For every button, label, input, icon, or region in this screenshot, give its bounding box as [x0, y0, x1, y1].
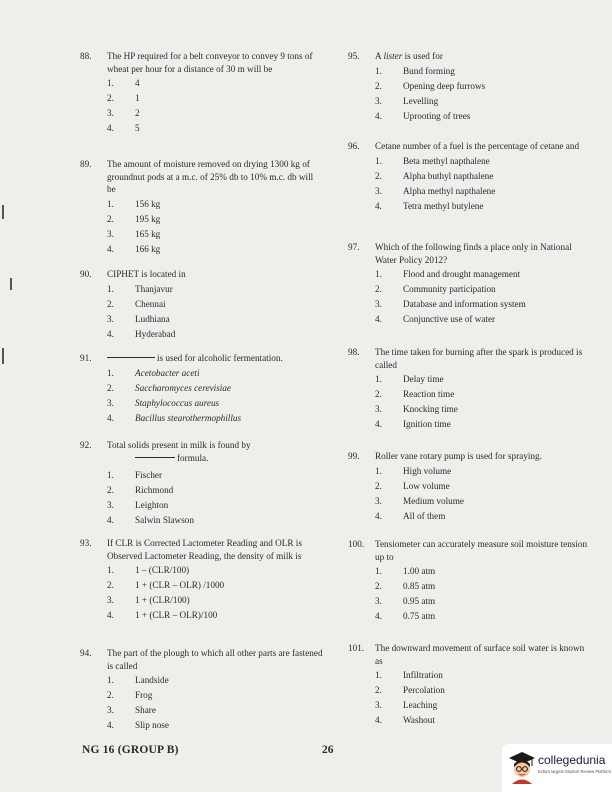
- question-number: 89.: [80, 159, 92, 169]
- option-1: 1. Beta methyl napthalene: [375, 155, 490, 166]
- blank-line: [135, 457, 175, 458]
- option-4: 4. 0.75 atm: [375, 611, 436, 622]
- question-number: 94.: [80, 648, 92, 658]
- option-list: [107, 283, 324, 343]
- question-94: [80, 647, 324, 734]
- option-list: [107, 198, 324, 258]
- option-4: 4. Hyderabad: [107, 328, 176, 339]
- question-text: CIPHET is located in: [107, 269, 186, 279]
- option-list: [107, 564, 324, 624]
- option-1: 1. 4: [107, 78, 140, 89]
- option-2: 2. 195 kg: [107, 213, 161, 224]
- question-101: [348, 642, 592, 729]
- option-list: [375, 669, 592, 729]
- option-4: 4. Conjunctive use of water: [375, 314, 496, 325]
- option-1: 1. Landside: [107, 675, 169, 686]
- option-3: 3. Levelling: [375, 95, 439, 106]
- question-92: [80, 439, 324, 529]
- question-88: [80, 50, 324, 137]
- question-text: The HP required for a belt conveyor to convey 9 tons of wheat per hour for a distance of 30 m will be: [107, 51, 313, 74]
- option-2: 2. 0.85 atm: [375, 581, 436, 592]
- option-1: 1. Acetobacter aceti: [107, 367, 200, 378]
- question-100: [348, 538, 592, 625]
- option-3: 3. Share: [107, 705, 156, 716]
- question-number: 90.: [80, 269, 92, 279]
- question-95: [348, 50, 592, 125]
- option-4: 4. 1 + (CLR – OLR)/100: [107, 610, 218, 621]
- option-2: 2. 1: [107, 93, 140, 104]
- question-text: Which of the following finds a place only in National Water Policy 2012?: [375, 242, 572, 265]
- option-list: [107, 77, 324, 137]
- question-text: The amount of moisture removed on drying 1300 kg of groundnut pods at a m.c. of 25% db to 10% m.c. db will be: [107, 159, 314, 195]
- option-3: 3. Database and information system: [375, 299, 526, 310]
- option-list: [107, 674, 324, 734]
- option-2: 2. Low volume: [375, 480, 450, 491]
- option-4: 4. Ignition time: [375, 419, 451, 430]
- option-3: 3. 165 kg: [107, 228, 161, 239]
- question-text: Roller vane rotary pump is used for spraying.: [375, 451, 542, 461]
- question-number: 91.: [80, 353, 92, 363]
- question-text: The downward movement of surface soil water is known as: [375, 643, 585, 666]
- scan-mark: [2, 348, 4, 364]
- question-90: [80, 268, 324, 343]
- question-text: If CLR is Corrected Lactometer Reading and OLR is Observed Lactometer Reading, the density of milk is: [107, 538, 302, 561]
- option-3: 3. Staphylococcus aureus: [107, 397, 220, 408]
- option-1: 1. 1.00 atm: [375, 566, 436, 577]
- question-number: 88.: [80, 51, 92, 61]
- paper-code: NG 16 (GROUP B): [82, 744, 179, 756]
- option-3: 3. 2: [107, 108, 140, 119]
- option-3: 3. Leighton: [107, 500, 169, 511]
- option-list: [375, 155, 592, 215]
- question-number: 93.: [80, 538, 92, 548]
- option-3: 3. 1 + (CLR/100): [107, 595, 190, 606]
- question-text: Cetane number of a fuel is the percentage of cetane and: [375, 141, 580, 151]
- option-3: 3. Alpha methyl napthalene: [375, 185, 496, 196]
- option-3: 3. Knocking time: [375, 404, 458, 415]
- question-number: 99.: [348, 451, 360, 461]
- option-2: 2. 1 + (CLR – OLR) /1000: [107, 580, 225, 591]
- option-list: [107, 469, 324, 529]
- scan-mark: [10, 278, 12, 290]
- option-1: 1. Infiltration: [375, 670, 443, 681]
- question-text: The time taken for burning after the spark is produced is called: [375, 347, 583, 370]
- brand-name: collegedunia: [538, 753, 606, 767]
- option-1: 1. 156 kg: [107, 198, 161, 209]
- option-4: 4. Slip nose: [107, 720, 169, 731]
- option-4: 4. Salwin Slawson: [107, 515, 194, 526]
- option-3: 3. Ludhiana: [107, 313, 170, 324]
- question-text: The part of the plough to which all other parts are fastened is called: [107, 648, 323, 671]
- question-text: A lister is used for: [375, 51, 443, 61]
- question-text: is used for alcoholic fermentation.: [107, 352, 324, 365]
- question-number: 96.: [348, 141, 360, 151]
- option-2: 2. Percolation: [375, 685, 445, 696]
- option-1: 1. Bund forming: [375, 65, 455, 76]
- option-2: 2. Frog: [107, 690, 153, 701]
- page-number: 26: [322, 744, 334, 756]
- option-1: 1. Delay time: [375, 374, 444, 385]
- question-text: Tensiometer can accurately measure soil moisture tension up to: [375, 539, 588, 562]
- scan-mark: [2, 205, 4, 219]
- option-4: 4. Tetra methyl butylene: [375, 200, 484, 211]
- option-list: [375, 373, 592, 433]
- question-96: [348, 140, 592, 215]
- question-98: [348, 346, 592, 433]
- question-91: [80, 352, 324, 427]
- question-number: 92.: [80, 440, 92, 450]
- option-list: [375, 465, 592, 525]
- option-2: 2. Reaction time: [375, 389, 455, 400]
- question-number: 100.: [348, 539, 365, 549]
- option-4: 4. All of them: [375, 510, 446, 521]
- collegedunia-watermark: [502, 744, 612, 792]
- option-1: 1. Fischer: [107, 470, 163, 481]
- option-2: 2. Saccharomyces cerevisiae: [107, 382, 231, 393]
- option-list: [375, 268, 592, 328]
- option-3: 3. Medium volume: [375, 495, 464, 506]
- option-2: 2. Chennai: [107, 298, 166, 309]
- option-4: 4. 5: [107, 123, 140, 134]
- graduate-avatar-icon: [508, 750, 536, 784]
- option-2: 2. Community participation: [375, 284, 496, 295]
- question-text: Total solids present in milk is found by formula.: [107, 440, 251, 463]
- option-list: [375, 565, 592, 625]
- option-4: 4. Washout: [375, 715, 435, 726]
- question-number: 97.: [348, 242, 360, 252]
- option-1: 1. Thanjavur: [107, 283, 173, 294]
- option-4: 4. Uprooting of trees: [375, 110, 471, 121]
- option-2: 2. Alpha buthyl napthalene: [375, 170, 494, 181]
- option-1: 1. 1 – (CLR/100): [107, 565, 190, 576]
- question-number: 101.: [348, 643, 365, 653]
- question-number: 95.: [348, 51, 360, 61]
- option-list: [375, 65, 592, 125]
- question-97: [348, 241, 592, 328]
- question-89: [80, 158, 324, 258]
- question-number: 98.: [348, 347, 360, 357]
- question-93: [80, 537, 324, 624]
- option-4: 4. Bacillus stearothermophillus: [107, 412, 242, 423]
- option-3: 3. 0.95 atm: [375, 596, 436, 607]
- option-1: 1. High volume: [375, 465, 452, 476]
- option-4: 4. 166 kg: [107, 243, 161, 254]
- option-1: 1. Flood and drought management: [375, 269, 521, 280]
- question-99: [348, 450, 592, 525]
- option-2: 2. Richmond: [107, 485, 174, 496]
- option-3: 3. Leaching: [375, 700, 438, 711]
- brand-tagline: India's largest Student Review Platform: [538, 769, 611, 774]
- option-2: 2. Opening deep furrows: [375, 80, 486, 91]
- blank-line: [107, 357, 155, 358]
- option-list: [107, 367, 324, 427]
